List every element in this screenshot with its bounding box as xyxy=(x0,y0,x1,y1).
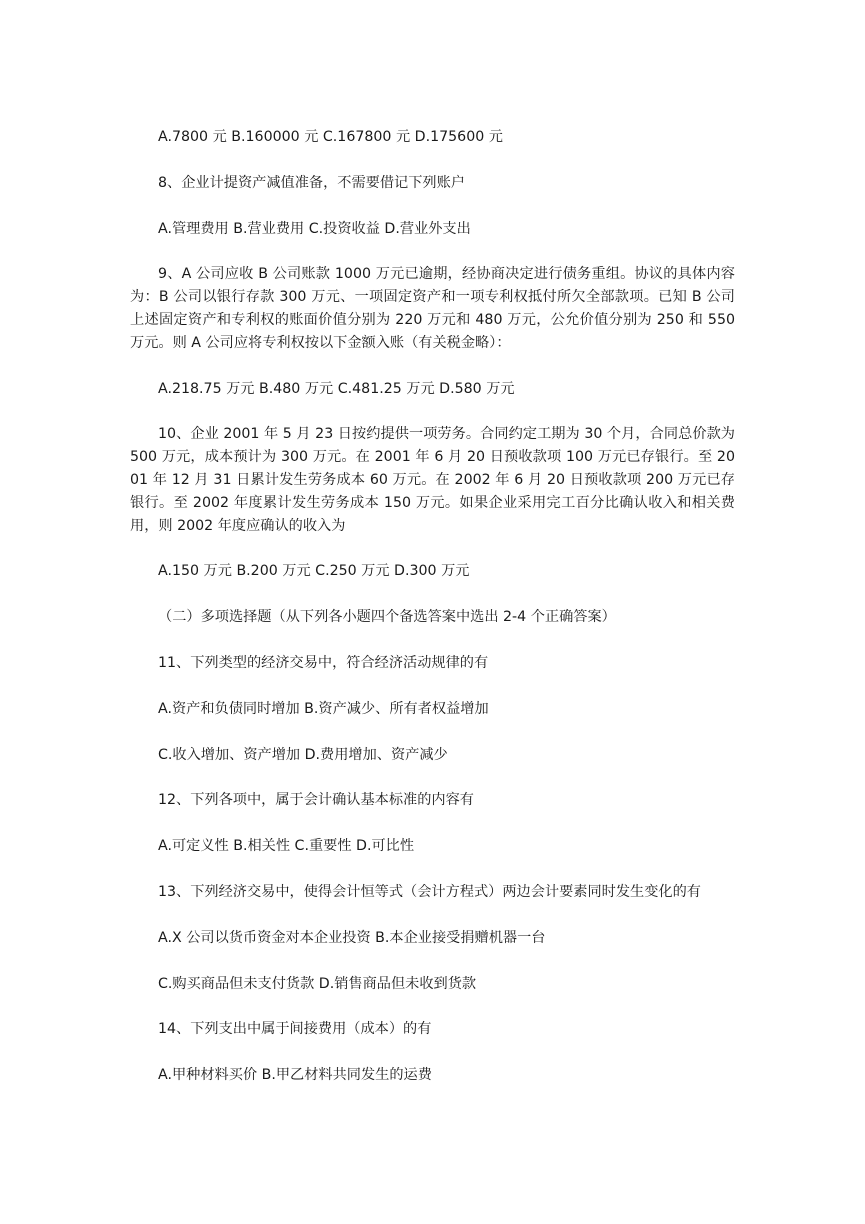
question-14: 14、下列支出中属于间接费用（成本）的有 xyxy=(158,1021,432,1038)
answer-options-q8: A.管理费用 B.营业费用 C.投资收益 D.营业外支出 xyxy=(158,220,471,237)
answer-options-q13-ab: A.X 公司以货币资金对本企业投资 B.本企业接受捐赠机器一台 xyxy=(158,929,546,946)
answer-options-q9: A.218.75 万元 B.480 万元 C.481.25 万元 D.580 万元 xyxy=(158,380,515,397)
question-8: 8、企业计提资产减值准备，不需要借记下列账户 xyxy=(158,174,465,191)
answer-options-q10: A.150 万元 B.200 万元 C.250 万元 D.300 万元 xyxy=(158,563,470,580)
question-11: 11、下列类型的经济交易中，符合经济活动规律的有 xyxy=(158,654,489,671)
question-12: 12、下列各项中，属于会计确认基本标准的内容有 xyxy=(158,792,474,809)
question-10: 10、企业 2001 年 5 月 23 日按约提供一项劳务。合同约定工期为 30 个月，合同总价款为 500 万元，成本预计为 300 万元。在 2001 年 6 月 20 日预收款项 100 万元已存银行。至 2001 年 12 月 31 日累计发生劳务成本 60 万元。在 2002 年 6 月 20 日预收款项 200 万元已存银行。至 2002 年度累计发生劳务成本 150 万元。如果企业采用完工百分比确认收入和相关费用，则 2002 年度应确认的收入为 xyxy=(130,426,735,534)
question-9: 9、A 公司应收 B 公司账款 1000 万元已逾期，经协商决定进行债务重组。协议的具体内容为：B 公司以银行存款 300 万元、一项固定资产和一项专利权抵付所欠全部款项。已知 B 公司上述固定资产和专利权的账面价值分别为 220 万元和 480 万元，公允价值分别为 250 和 550 万元。则 A 公司应将专利权按以下金额入账（有关税金略）： xyxy=(130,266,735,351)
answer-options-q7: A.7800 元 B.160000 元 C.167800 元 D.175600 元 xyxy=(158,129,503,145)
question-13: 13、下列经济交易中，使得会计恒等式（会计方程式）两边会计要素同时发生变化的有 xyxy=(158,883,701,900)
answer-options-q11-ab: A.资产和负债同时增加 B.资产减少、所有者权益增加 xyxy=(158,700,489,717)
document-body xyxy=(130,126,735,1110)
answer-options-q11-cd: C.收入增加、资产增加 D.费用增加、资产减少 xyxy=(158,746,448,763)
answer-options-q14-ab: A.甲种材料买价 B.甲乙材料共同发生的运费 xyxy=(158,1067,432,1084)
answer-options-q12: A.可定义性 B.相关性 C.重要性 D.可比性 xyxy=(158,838,415,855)
section-heading-multiple-choice: （二）多项选择题（从下列各小题四个备选答案中选出 2-4 个正确答案） xyxy=(158,609,616,626)
answer-options-q13-cd: C.购买商品但未支付货款 D.销售商品但未收到货款 xyxy=(158,975,477,992)
